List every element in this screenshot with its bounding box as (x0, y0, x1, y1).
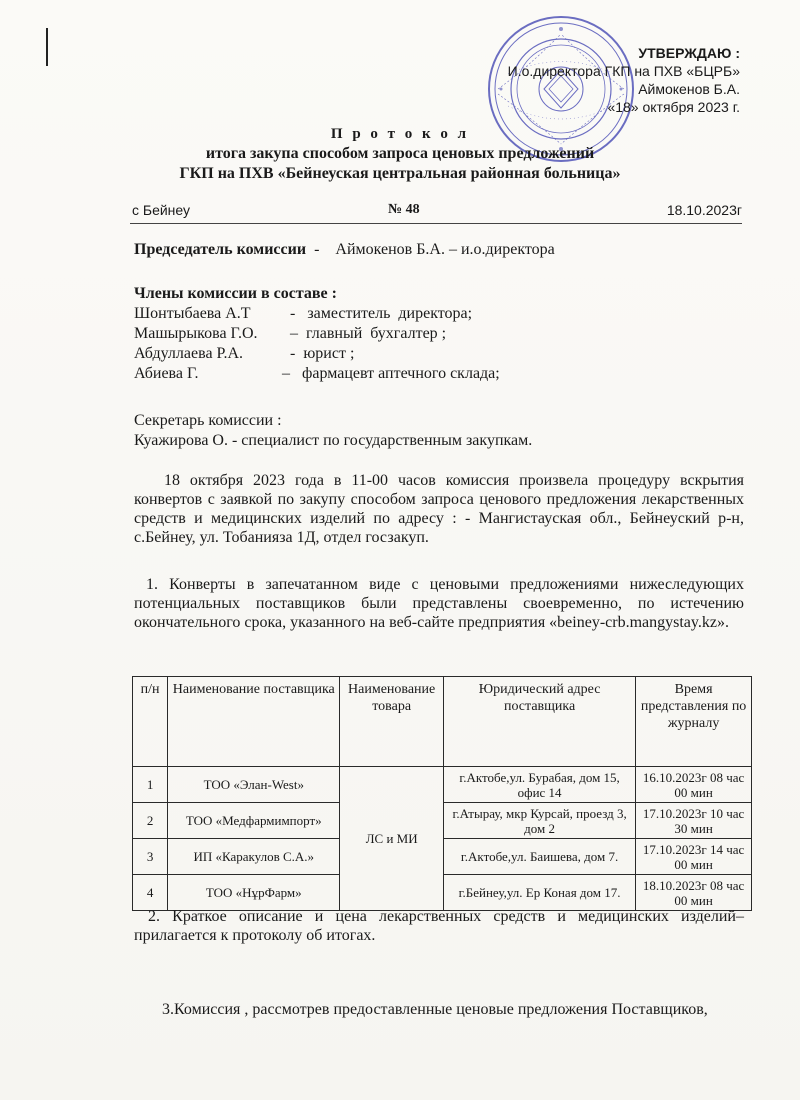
meta-date: 18.10.2023г (666, 202, 742, 218)
opening-paragraph: 18 октября 2023 года в 11-00 часов комиссия произвела процедуру вскрытия конвертов с заявкой по закупу способом запроса ценового предложения лекарственных средств и медицинских изделий по адресу : - Мангистауская обл., Бейнеуский р-н, с.Бейнеу, ул. Тобанияза 1Д, отдел госзакуп. (134, 472, 744, 546)
approval-position: И.о.директора ГКП на ПХВ «БЦРБ» (507, 63, 740, 79)
cell-number: 3 (133, 839, 168, 875)
chair-label: Председатель комиссии (134, 241, 307, 258)
member-row (134, 364, 744, 384)
col-header-supplier: Наименование поставщика (168, 677, 340, 767)
meta-place: с Бейнеу (132, 202, 191, 218)
member-role: - юрист ; (282, 345, 355, 362)
cell-address: г.Атырау, мкр Курсай, проезд 3, дом 2 (443, 803, 635, 839)
member-role: – фармацевт аптечного склада; (282, 365, 500, 382)
col-header-goods: Наименование товара (340, 677, 444, 767)
members-title: Члены комиссии в составе : (134, 285, 337, 302)
col-header-number: п/н (133, 677, 168, 767)
secretary-label: Секретарь комиссии : (134, 412, 282, 429)
cell-number: 2 (133, 803, 168, 839)
commission-chair (134, 240, 744, 260)
cell-time: 18.10.2023г 08 час 00 мин (636, 875, 752, 911)
cell-supplier: ИП «Каракулов С.А.» (168, 839, 340, 875)
chair-value: Аймокенов Б.А. – и.о.директора (335, 241, 555, 258)
member-name: Машырыкова Г.О. (134, 325, 258, 342)
member-name: Шонтыбаева А.Т (134, 305, 251, 322)
member-row (134, 304, 744, 324)
cell-supplier: ТОО «Элан-West» (168, 767, 340, 803)
paragraph-2-description: 2. Краткое описание и цена лекарственных средств и медицинских изделий– прилагается к протоколу об итогах. (134, 908, 744, 944)
title-protocol: П р о т о к о л (330, 126, 470, 142)
approval-name: Аймокенов Б.А. (638, 81, 740, 97)
cell-goods: ЛС и МИ (340, 767, 444, 911)
approval-block (508, 44, 740, 116)
cell-supplier: ТОО «Медфармимпорт» (168, 803, 340, 839)
secretary-value: Куажирова О. - специалист по государственным закупкам. (134, 432, 533, 449)
member-row (134, 324, 744, 344)
cell-time: 17.10.2023г 10 час 30 мин (636, 803, 752, 839)
title-organization: ГКП на ПХВ «Бейнеуская центральная районная больница» (179, 165, 621, 182)
col-header-address: Юридический адрес поставщика (443, 677, 635, 767)
cell-supplier: ТОО «НұрФарм» (168, 875, 340, 911)
paragraph-1-envelopes: 1. Конверты в запечатанном виде с ценовыми предложениями нижеследующих потенциальных поставщиков были представлены своевременно, по истечению окончательного срока, указанного на веб-сайте предприятия «beiney-crb.mangystay.kz». (134, 576, 744, 631)
cell-address: г.Актобе,ул. Бурабая, дом 15, офис 14 (443, 767, 635, 803)
meta-number: № 48 (388, 202, 420, 217)
cell-time: 17.10.2023г 14 час 00 мин (636, 839, 752, 875)
title-subject: итога закупа способом запроса ценовых предложений (205, 145, 595, 162)
col-header-time: Время представления по журналу (636, 677, 752, 767)
document-title (0, 124, 800, 184)
table-row (133, 767, 752, 803)
approval-title: УТВЕРЖДАЮ : (638, 45, 740, 61)
cell-time: 16.10.2023г 08 час 00 мин (636, 767, 752, 803)
cell-number: 1 (133, 767, 168, 803)
member-name: Абдуллаева Р.А. (134, 345, 243, 362)
chair-separator: - (306, 241, 336, 258)
member-role: – главный бухгалтер ; (282, 325, 447, 342)
meta-divider (130, 223, 742, 224)
cell-address: г.Актобе,ул. Баишева, дом 7. (443, 839, 635, 875)
member-role: - заместитель директора; (282, 305, 473, 322)
cell-number: 4 (133, 875, 168, 911)
paragraph-3-commission: 3.Комиссия , рассмотрев предоставленные ценовые предложения Поставщиков, (162, 1001, 708, 1018)
suppliers-table (132, 676, 752, 911)
commission-secretary (134, 411, 744, 451)
approval-date: «18» октября 2023 г. (607, 99, 740, 115)
member-row (134, 344, 744, 364)
member-name: Абиева Г. (134, 365, 199, 382)
table-header-row (133, 677, 752, 767)
members-list (134, 304, 744, 384)
cell-address: г.Бейнеу,ул. Ер Коная дом 17. (443, 875, 635, 911)
scan-edge-mark (46, 28, 48, 66)
